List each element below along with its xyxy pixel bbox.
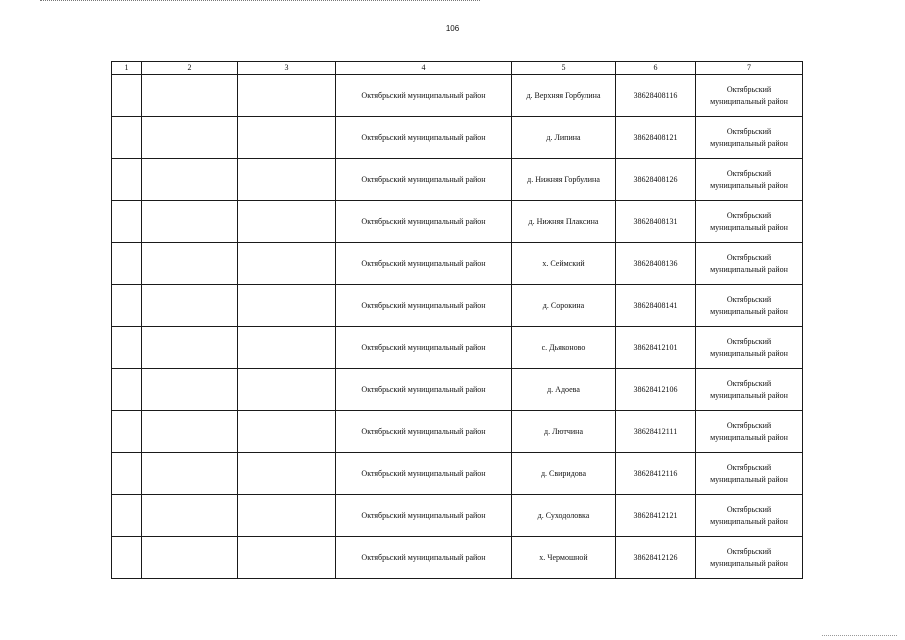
cell-col-2	[142, 495, 238, 537]
cell-col-1	[112, 243, 142, 285]
cell-region: Октябрьский муниципальный район	[696, 117, 803, 159]
column-header-4: 4	[336, 62, 512, 75]
cell-col-2	[142, 75, 238, 117]
cell-district: Октябрьский муниципальный район	[336, 117, 512, 159]
cell-district: Октябрьский муниципальный район	[336, 453, 512, 495]
cell-oktmo-code: 38628408141	[616, 285, 696, 327]
page-number: 106	[445, 24, 460, 33]
cell-col-3	[238, 201, 336, 243]
cell-col-1	[112, 159, 142, 201]
cell-col-2	[142, 117, 238, 159]
cell-oktmo-code: 38628408131	[616, 201, 696, 243]
table-row	[112, 327, 803, 369]
cell-col-2	[142, 369, 238, 411]
table-row	[112, 159, 803, 201]
cell-district: Октябрьский муниципальный район	[336, 243, 512, 285]
table-body	[112, 75, 803, 579]
cell-col-3	[238, 411, 336, 453]
cell-locality: д. Сорокина	[512, 285, 616, 327]
cell-oktmo-code: 38628408121	[616, 117, 696, 159]
cell-locality: с. Дьяконово	[512, 327, 616, 369]
cell-col-2	[142, 327, 238, 369]
cell-oktmo-code: 38628408116	[616, 75, 696, 117]
cell-locality: д. Свиридова	[512, 453, 616, 495]
cell-col-3	[238, 159, 336, 201]
cell-col-1	[112, 411, 142, 453]
cell-oktmo-code: 38628412106	[616, 369, 696, 411]
cell-district: Октябрьский муниципальный район	[336, 327, 512, 369]
table-row	[112, 75, 803, 117]
scan-artifact-bottom-right	[822, 635, 897, 637]
cell-col-1	[112, 75, 142, 117]
table-row	[112, 243, 803, 285]
cell-region: Октябрьский муниципальный район	[696, 243, 803, 285]
cell-col-2	[142, 453, 238, 495]
cell-region: Октябрьский муниципальный район	[696, 327, 803, 369]
cell-col-1	[112, 201, 142, 243]
cell-locality: д. Липина	[512, 117, 616, 159]
cell-col-3	[238, 285, 336, 327]
cell-oktmo-code: 38628408126	[616, 159, 696, 201]
table-row	[112, 285, 803, 327]
cell-col-3	[238, 243, 336, 285]
document-table	[111, 61, 803, 579]
column-header-6: 6	[616, 62, 696, 75]
cell-col-2	[142, 285, 238, 327]
table-row	[112, 117, 803, 159]
cell-col-1	[112, 285, 142, 327]
cell-locality: х. Чермошной	[512, 537, 616, 579]
table-row	[112, 495, 803, 537]
cell-locality: д. Нижняя Плаксина	[512, 201, 616, 243]
cell-col-3	[238, 327, 336, 369]
cell-col-2	[142, 243, 238, 285]
table-header	[112, 62, 803, 75]
table-row	[112, 369, 803, 411]
cell-col-2	[142, 537, 238, 579]
cell-col-2	[142, 159, 238, 201]
column-header-3: 3	[238, 62, 336, 75]
cell-col-1	[112, 369, 142, 411]
cell-col-3	[238, 117, 336, 159]
column-header-2: 2	[142, 62, 238, 75]
cell-oktmo-code: 38628412101	[616, 327, 696, 369]
scan-artifact-top	[40, 0, 480, 3]
cell-col-2	[142, 201, 238, 243]
cell-district: Октябрьский муниципальный район	[336, 159, 512, 201]
cell-district: Октябрьский муниципальный район	[336, 75, 512, 117]
table-row	[112, 453, 803, 495]
cell-col-1	[112, 327, 142, 369]
cell-locality: х. Сеймский	[512, 243, 616, 285]
column-header-7: 7	[696, 62, 803, 75]
cell-region: Октябрьский муниципальный район	[696, 75, 803, 117]
cell-region: Октябрьский муниципальный район	[696, 201, 803, 243]
cell-district: Октябрьский муниципальный район	[336, 369, 512, 411]
table-row	[112, 201, 803, 243]
header-row	[112, 62, 803, 75]
cell-region: Октябрьский муниципальный район	[696, 159, 803, 201]
cell-oktmo-code: 38628412126	[616, 537, 696, 579]
cell-col-3	[238, 537, 336, 579]
cell-col-2	[142, 411, 238, 453]
cell-locality: д. Верхняя Горбулина	[512, 75, 616, 117]
cell-col-3	[238, 453, 336, 495]
cell-region: Октябрьский муниципальный район	[696, 537, 803, 579]
cell-locality: д. Нижняя Горбулина	[512, 159, 616, 201]
cell-region: Октябрьский муниципальный район	[696, 453, 803, 495]
cell-col-1	[112, 537, 142, 579]
cell-district: Октябрьский муниципальный район	[336, 285, 512, 327]
cell-region: Октябрьский муниципальный район	[696, 369, 803, 411]
column-header-1: 1	[112, 62, 142, 75]
cell-oktmo-code: 38628412111	[616, 411, 696, 453]
cell-col-3	[238, 495, 336, 537]
cell-locality: д. Адоева	[512, 369, 616, 411]
cell-col-1	[112, 453, 142, 495]
cell-oktmo-code: 38628408136	[616, 243, 696, 285]
cell-oktmo-code: 38628412121	[616, 495, 696, 537]
cell-region: Октябрьский муниципальный район	[696, 411, 803, 453]
cell-district: Октябрьский муниципальный район	[336, 495, 512, 537]
table-row	[112, 537, 803, 579]
cell-region: Октябрьский муниципальный район	[696, 495, 803, 537]
cell-oktmo-code: 38628412116	[616, 453, 696, 495]
table-row	[112, 411, 803, 453]
column-header-5: 5	[512, 62, 616, 75]
cell-col-3	[238, 75, 336, 117]
cell-district: Октябрьский муниципальный район	[336, 201, 512, 243]
cell-locality: д. Суходоловка	[512, 495, 616, 537]
cell-col-3	[238, 369, 336, 411]
cell-region: Октябрьский муниципальный район	[696, 285, 803, 327]
cell-locality: д. Лютчина	[512, 411, 616, 453]
cell-district: Октябрьский муниципальный район	[336, 537, 512, 579]
cell-district: Октябрьский муниципальный район	[336, 411, 512, 453]
cell-col-1	[112, 495, 142, 537]
cell-col-1	[112, 117, 142, 159]
